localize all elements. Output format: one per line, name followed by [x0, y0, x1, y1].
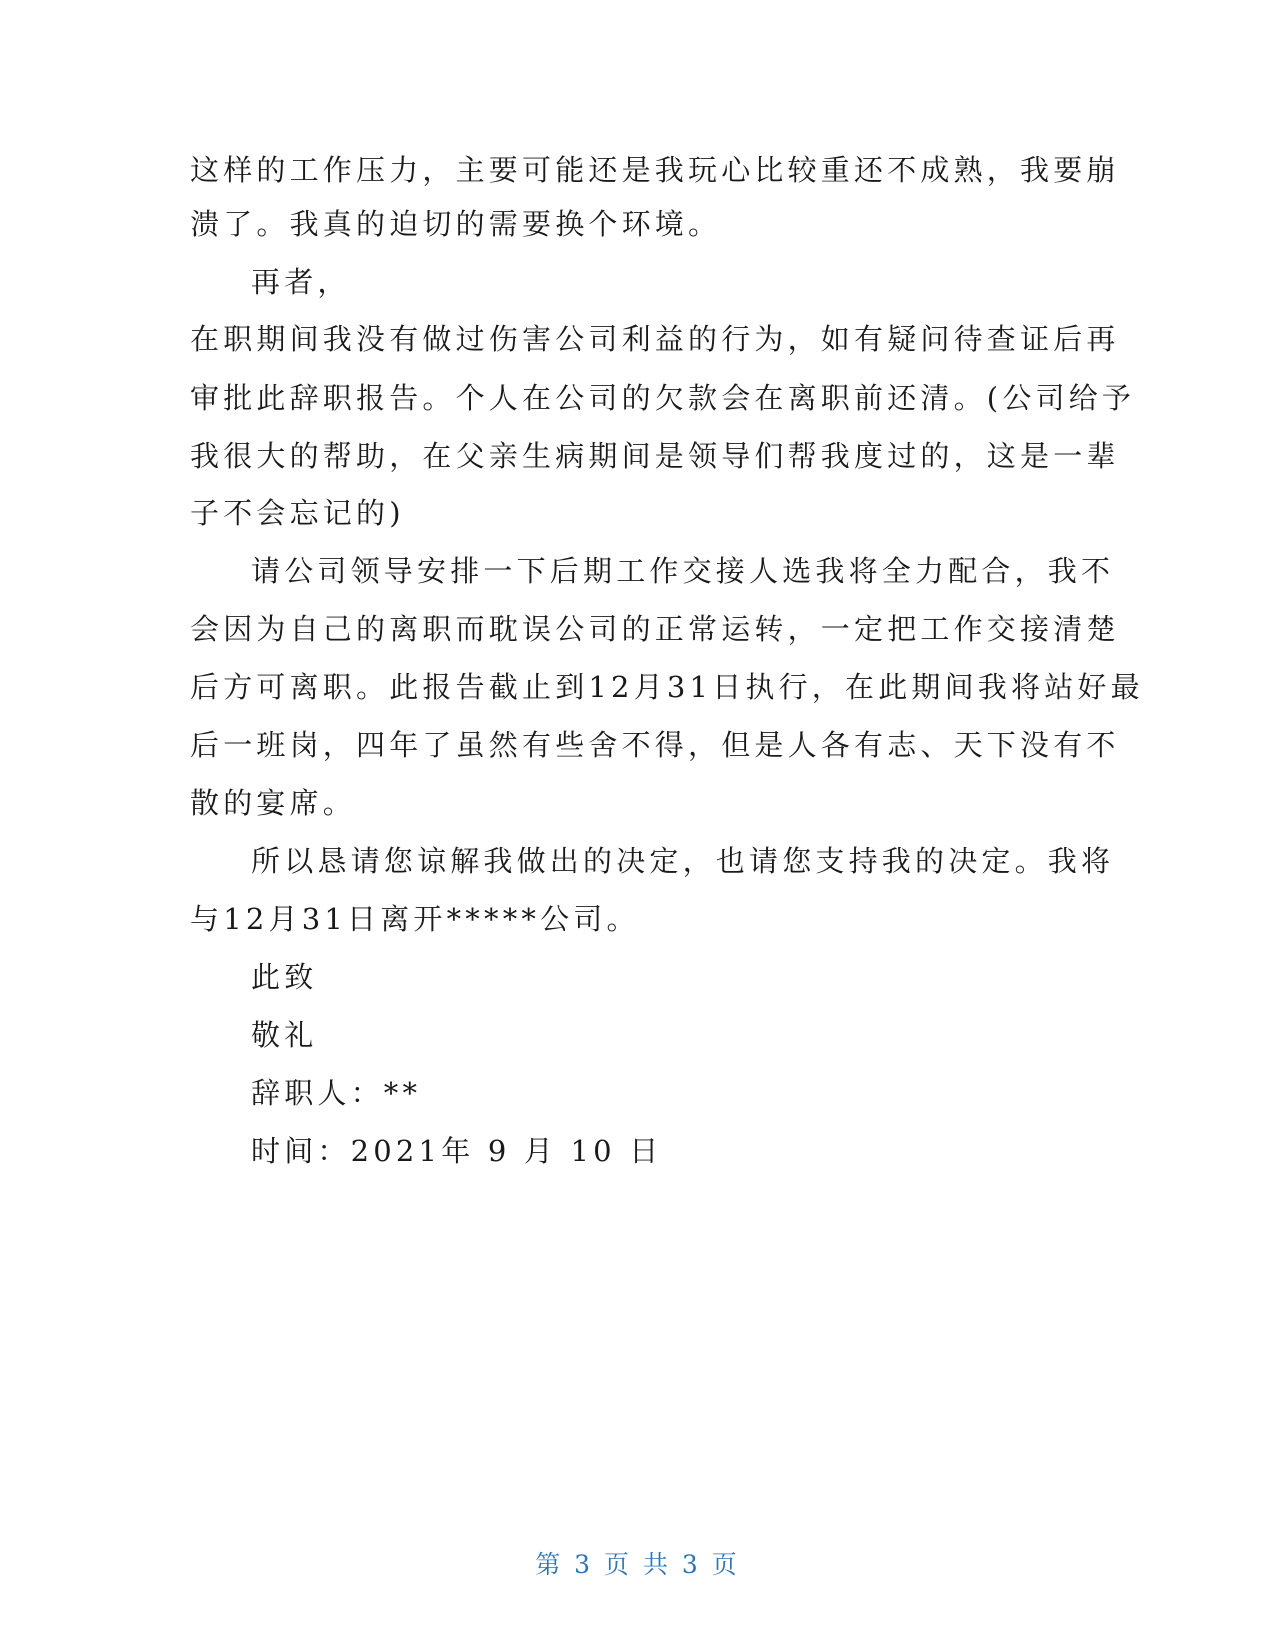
paragraph-line: 溃了。我真的迫切的需要换个环境。 — [190, 207, 722, 241]
paragraph-line: 后方可离职。此报告截止到12月31日执行，在此期间我将站好最 — [190, 670, 1144, 704]
paragraph-line: 在职期间我没有做过伤害公司利益的行为，如有疑问待查证后再 — [190, 322, 1120, 356]
paragraph-line: 子不会忘记的) — [190, 496, 405, 530]
paragraph-line: 会因为自己的离职而耽误公司的正常运转，一定把工作交接清楚 — [190, 612, 1120, 646]
paragraph-line: 我很大的帮助，在父亲生病期间是领导们帮我度过的，这是一辈 — [190, 439, 1120, 473]
paragraph-line: 散的宴席。 — [190, 786, 357, 820]
page-number-footer: 第 3 页 共 3 页 — [535, 1550, 740, 1579]
closing-salutation: 此致 — [251, 960, 318, 994]
paragraph-line: 请公司领导安排一下后期工作交接人选我将全力配合，我不 — [251, 554, 1115, 588]
signer-line: 辞职人：** — [251, 1076, 422, 1110]
paragraph-line: 与12月31日离开*****公司。 — [190, 902, 640, 936]
paragraph-line: 所以恳请您谅解我做出的决定，也请您支持我的决定。我将 — [251, 844, 1115, 878]
paragraph-line: 审批此辞职报告。个人在公司的欠款会在离职前还清。(公司给予 — [190, 381, 1136, 415]
paragraph-line: 后一班岗，四年了虽然有些舍不得，但是人各有志、天下没有不 — [190, 728, 1120, 762]
closing-regards: 敬礼 — [251, 1018, 318, 1052]
paragraph-line: 这样的工作压力，主要可能还是我玩心比较重还不成熟，我要崩 — [190, 153, 1120, 187]
date-line: 时间：2021年 9 月 10 日 — [251, 1134, 663, 1168]
paragraph-heading: 再者， — [251, 265, 351, 299]
